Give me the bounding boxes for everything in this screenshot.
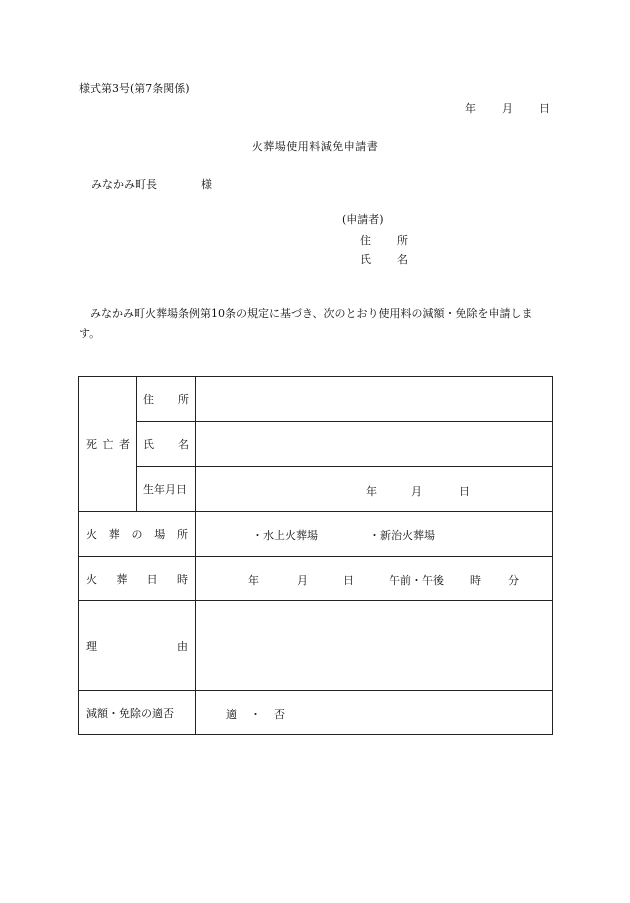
dob-year: 年: [366, 485, 377, 498]
dt-month: 月: [297, 574, 308, 587]
approval-no[interactable]: 否: [274, 708, 285, 721]
reason-field[interactable]: [196, 601, 553, 691]
dt-day: 日: [343, 574, 354, 587]
page-title: 火葬場使用料減免申請書: [251, 140, 379, 153]
datetime-field[interactable]: [196, 557, 553, 601]
place-option-minakami[interactable]: ・水上火葬場: [252, 529, 318, 542]
applicant-label: (申請者): [342, 213, 384, 226]
deceased-address-label: 住 所: [137, 377, 196, 422]
place-option-niiharu[interactable]: ・新治火葬場: [369, 529, 435, 542]
approval-field: [196, 691, 553, 735]
addressee: [91, 176, 212, 192]
date-month: 月: [502, 102, 513, 115]
approval-separator: ・: [250, 708, 261, 721]
dob-month: 月: [411, 485, 422, 498]
dt-ampm: 午前・午後: [389, 574, 444, 587]
place-label-cell: 火 葬 の 場 所: [79, 512, 196, 557]
dob-field[interactable]: [196, 467, 553, 512]
date-day: 日: [539, 102, 550, 115]
row-reason: [79, 601, 553, 691]
deceased-label-cell: 死 亡 者: [79, 377, 137, 512]
applicant-address-row: [360, 232, 408, 248]
application-table: [78, 376, 553, 735]
approval-label: 減額・免除の適否: [79, 691, 196, 735]
approval-yes[interactable]: 適: [226, 708, 237, 721]
body-text: みなかみ町火葬場条例第10条の規定に基づき、次のとおり使用料の減額・免除を申請します。: [79, 307, 533, 340]
row-approval: [79, 691, 553, 735]
row-deceased-name: [79, 422, 553, 467]
applicant-name-label-2: 名: [397, 253, 408, 266]
addressee-honorific: 様: [201, 178, 212, 191]
dt-year: 年: [248, 574, 259, 587]
applicant-name-row: [360, 251, 408, 267]
deceased-name-field[interactable]: [196, 422, 553, 467]
reason-label-cell: 理 由: [79, 601, 196, 691]
dt-minute: 分: [508, 574, 519, 587]
dob-label: 生年月日: [137, 467, 196, 512]
datetime-label-cell: 火 葬 日 時: [79, 557, 196, 601]
deceased-name-label: 氏 名: [137, 422, 196, 467]
date-year: 年: [465, 102, 476, 115]
place-field: [196, 512, 553, 557]
addressee-name: みなかみ町長: [91, 178, 157, 191]
dt-hour: 時: [470, 574, 481, 587]
row-cremation-datetime: [79, 557, 553, 601]
deceased-address-field[interactable]: [196, 377, 553, 422]
applicant-address-label-1: 住: [360, 234, 371, 247]
submission-date: [465, 100, 550, 116]
applicant-name-label-1: 氏: [360, 253, 371, 266]
row-cremation-place: [79, 512, 553, 557]
form-number: 様式第3号(第7条関係): [79, 82, 190, 95]
applicant-address-label-2: 所: [397, 234, 408, 247]
row-deceased-address: [79, 377, 553, 422]
dob-day: 日: [459, 485, 470, 498]
row-deceased-dob: [79, 467, 553, 512]
